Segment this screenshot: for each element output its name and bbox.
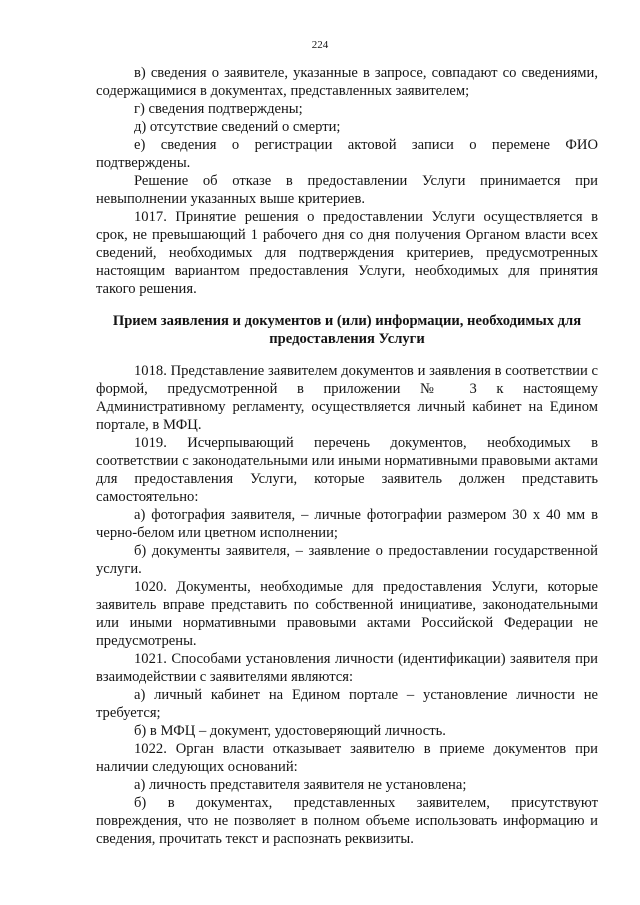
paragraph: б) в МФЦ – документ, удостоверяющий личность.: [134, 723, 446, 739]
paragraph: б) документы заявителя, – заявление о предоставлении государственной услуги.: [96, 543, 598, 577]
paragraph: Решение об отказе в предоставлении Услуги принимается при невыполнении указанных выше критериев.: [96, 173, 598, 207]
paragraph: а) личность представителя заявителя не установлена;: [134, 777, 467, 793]
paragraph: а) личный кабинет на Едином портале – установление личности не требуется;: [96, 687, 598, 721]
paragraph: г) сведения подтверждены;: [134, 101, 303, 117]
section-heading: Прием заявления и документов и (или) информации, необходимых для предоставления Услуги: [112, 313, 582, 347]
paragraph: е) сведения о регистрации актовой записи о перемене ФИО подтверждены.: [96, 137, 598, 171]
document-body: [96, 64, 598, 848]
paragraph: в) сведения о заявителе, указанные в запросе, совпадают со сведениями, содержащимися в документах, представленных заявителем;: [96, 65, 598, 99]
page-number: 224: [311, 39, 329, 51]
paragraph: б) в документах, представленных заявителем, присутствуют повреждения, что не позволяет в полном объеме использовать информацию и сведения, прочитать текст и распознать реквизиты.: [96, 795, 598, 847]
paragraph: 1019. Исчерпывающий перечень документов, необходимых в соответствии с законодательными или иными нормативными правовыми актами для предоставления Услуги, которые заявитель должен представить самостоятельно:: [96, 435, 598, 505]
paragraph: д) отсутствие сведений о смерти;: [134, 119, 341, 135]
paragraph: 1018. Представление заявителем документов и заявления в соответствии с формой, предусмотренной в приложении № 3 к настоящему Административному регламенту, осуществляется личный кабинет на Едином портале, в МФЦ.: [96, 363, 598, 433]
paragraph: 1017. Принятие решения о предоставлении Услуги осуществляется в срок, не превышающий 1 рабочего дня со дня получения Органом власти всех сведений, необходимых для подтверждения критериев, предусмотренных настоящим вариантом предоставления Услуги, необходимых для принятия такого решения.: [96, 209, 598, 297]
paragraph: 1020. Документы, необходимые для предоставления Услуги, которые заявитель вправе представить по собственной инициативе, законодательными или иными нормативными правовыми актами Российской Федерации не предусмотрены.: [96, 579, 598, 649]
paragraph: 1022. Орган власти отказывает заявителю в приеме документов при наличии следующих оснований:: [96, 741, 598, 775]
paragraph: а) фотография заявителя, – личные фотографии размером 30 х 40 мм в черно-белом или цветном исполнении;: [96, 507, 598, 541]
paragraph: 1021. Способами установления личности (идентификации) заявителя при взаимодействии с заявителями являются:: [96, 651, 598, 685]
